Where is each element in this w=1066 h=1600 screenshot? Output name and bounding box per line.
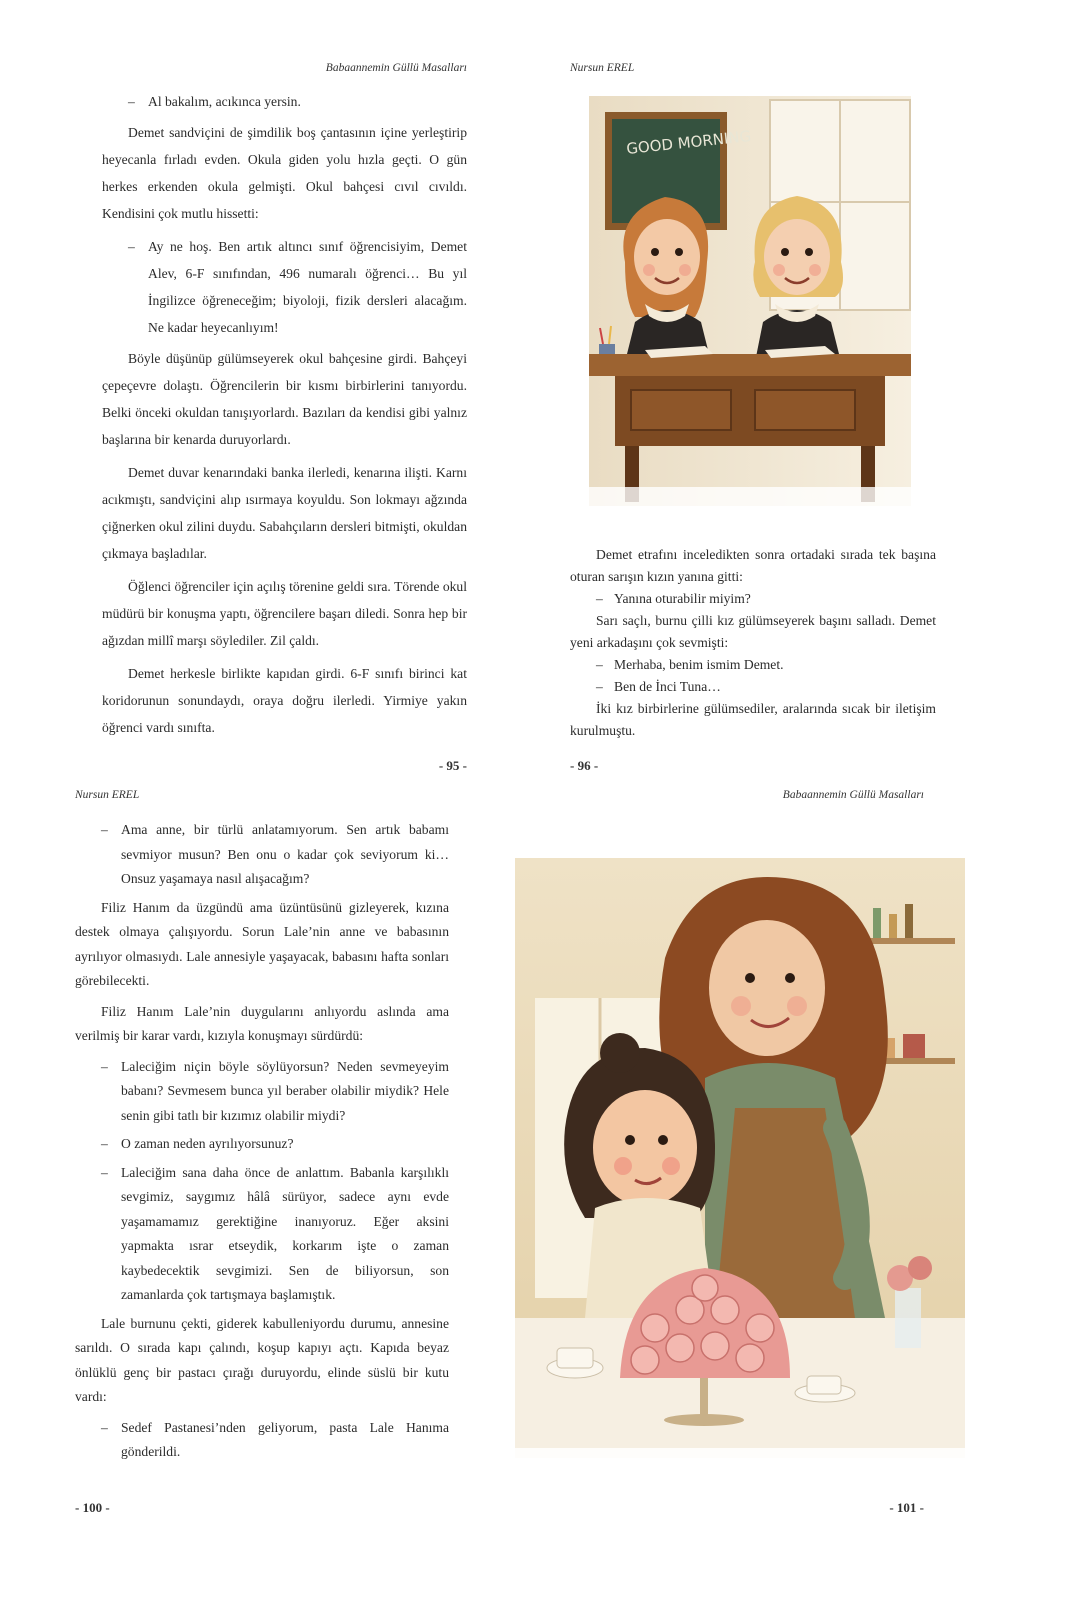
page-100-text <box>75 818 449 1469</box>
page-96 <box>533 0 1066 800</box>
em-dash: – <box>101 1058 108 1074</box>
line-text: Laleciğim niçin böyle söylüyorsun? Neden sevmeyeyim babanı? Sevmesem bunca yıl beraber olabilir miydik? Hele senin gibi tatlı bir kızımız olabilir miydi? <box>121 1058 449 1123</box>
em-dash: – <box>128 94 135 109</box>
em-dash: – <box>596 591 603 606</box>
page-95 <box>0 0 533 800</box>
paragraph: Sarı saçlı, burnu çilli kız gülümseyerek başını salladı. Demet yeni arkadaşını çok sevmişti: <box>570 613 936 650</box>
paragraph: Böyle düşünüp gülümseyerek okul bahçesine girdi. Bahçeyi çepeçevre dolaştı. Öğrencilerin bir kısmı birbirlerini tanıyordu. Belki önceki okuldan tanışıyorlardı. Bazıları da kendisi gibi yalnız başlarına bir kenarda duruyorlardı. <box>102 351 467 447</box>
page-number: - 96 - <box>570 758 599 773</box>
page-96-text <box>570 544 936 742</box>
paragraph: Demet etrafını inceledikten sonra ortadaki sırada tek başına oturan sarışın kızın yanına gitti: <box>570 547 936 584</box>
paragraph: Lale burnunu çekti, giderek kabulleniyordu durumu, annesine sarıldı. O sırada kapı çalındı, koşup kapıyı açtı. Kapıda beyaz önlüklü genç bir pastacı çırağı duruyordu, elinde süslü bir kutu vardı: <box>75 1315 449 1404</box>
dialogue-line <box>75 818 449 892</box>
line-text: Ay ne hoş. Ben artık altıncı sınıf öğrencisiyim, Demet Alev, 6-F sınıfından, 496 numaralı öğrenci… Bu yıl İngilizce öğreneceğim; biyoloji, fizik dersleri alacağım. Ne kadar heyecanlıyım! <box>148 239 467 335</box>
paragraph: Demet sandviçini de şimdilik boş çantasının içine yerleştirip heyecanla fırladı evden. Okula giden yolu hızla geçti. O gün herkes erkenden okula gelmişti. Okul bahçesi cıvıl cıvıldı. Kendisini çok mutlu hissetti: <box>102 125 467 221</box>
dialogue-line <box>102 233 467 341</box>
page-100 <box>0 789 533 1600</box>
dialogue-line <box>570 676 936 698</box>
two-girls-at-school-desk-image <box>585 92 915 512</box>
running-head: Nursun EREL <box>75 789 140 801</box>
em-dash: – <box>128 239 135 254</box>
dialogue-line <box>75 1161 449 1308</box>
page-number: - 101 - <box>889 1500 924 1515</box>
line-text: Al bakalım, acıkınca yersin. <box>148 94 301 109</box>
page-101 <box>533 789 1066 1600</box>
dialogue-line <box>570 654 936 676</box>
paragraph: Filiz Hanım Lale’nin duygularını anlıyordu aslında ama verilmiş bir karar vardı, kızıyla konuşmayı sürdürdü: <box>75 1003 449 1043</box>
paragraph: Demet duvar kenarındaki banka ilerledi, kenarına ilişti. Karnı acıkmıştı, sandviçini alıp ısırmaya koyuldu. Son lokmayı ağzında çiğnerken okul zilini duydu. Sabahçıların dersleri bitmişti, okuldan çıkmaya başladılar. <box>102 465 467 561</box>
running-head: Babaannemin Güllü Masalları <box>782 789 924 801</box>
em-dash: – <box>596 679 603 694</box>
line-text: O zaman neden ayrılıyorsunuz? <box>121 1136 294 1151</box>
page-95-text <box>102 88 467 747</box>
running-head: Nursun EREL <box>570 62 635 74</box>
line-text: Yanına oturabilir miyim? <box>614 591 751 606</box>
line-text: Ama anne, bir türlü anlatamıyorum. Sen artık babamı sevmiyor musun? Ben onu o kadar çok seviyorum ki… Onsuz yaşamaya nasıl alışacağım? <box>121 822 449 886</box>
em-dash: – <box>101 1164 108 1180</box>
em-dash: – <box>101 1419 108 1435</box>
line-text: Merhaba, benim ismim Demet. <box>614 657 784 672</box>
em-dash: – <box>101 822 108 837</box>
page-number: - 100 - <box>75 1500 110 1515</box>
paragraph: Filiz Hanım da üzgündü ama üzüntüsünü gizleyerek, kızına destek olmaya çalışıyordu. Sorun Lale’nin anne ve babasının ayrılıyor olmasıydı. Lale annesiyle yaşayacak, babasını hafta sonları görebilecekti. <box>75 899 449 988</box>
page-number: - 95 - <box>438 758 467 773</box>
mother-daughter-cake-illustration <box>505 848 975 1478</box>
em-dash: – <box>596 657 603 672</box>
dialogue-line <box>102 88 467 115</box>
em-dash: – <box>101 1136 108 1151</box>
paragraph: Öğlenci öğrenciler için açılış törenine geldi sıra. Törende okul müdürü bir konuşma yaptı, öğrencilere başarı diledi. Sonra hep bir ağızdan millî marşı söylediler. Zil çaldı. <box>102 579 467 648</box>
line-text: Ben de İnci Tuna… <box>614 679 721 694</box>
line-text: Laleciğim sana daha önce de anlattım. Babanla karşılıklı sevgimiz, saygımız hâlâ sürüyor, sadece aynı evde yaşamamamız gerektiğine inanıyoruz. Eğer aksini yapmakta ısrar etseydik, korkarım işte o zaman kaybedecektik sevgimizi. Sen de biliyorsun, son zamanlarda çok tartışmaya başlamıştık. <box>121 1164 449 1302</box>
running-head: Babaannemin Güllü Masalları <box>325 62 467 74</box>
classroom-illustration <box>585 92 915 512</box>
dialogue-line <box>75 1132 449 1157</box>
chalkboard-text: GOOD MORNING <box>625 126 752 158</box>
dialogue-line <box>75 1055 449 1129</box>
paragraph: İki kız birbirlerine gülümsediler, aralarında sıcak bir iletişim kurulmuştu. <box>570 701 936 738</box>
mother-and-daughter-with-cake-image <box>505 848 975 1478</box>
paragraph: Demet herkesle birlikte kapıdan girdi. 6-F sınıfı birinci kat koridorunun sonundaydı, oraya doğru ilerledi. Yirmiye yakın öğrenci vardı sınıfta. <box>102 666 467 735</box>
dialogue-line <box>570 588 936 610</box>
dialogue-line <box>75 1416 449 1465</box>
line-text: Sedef Pastanesi’nden geliyorum, pasta Lale Hanıma gönderildi. <box>121 1419 449 1459</box>
